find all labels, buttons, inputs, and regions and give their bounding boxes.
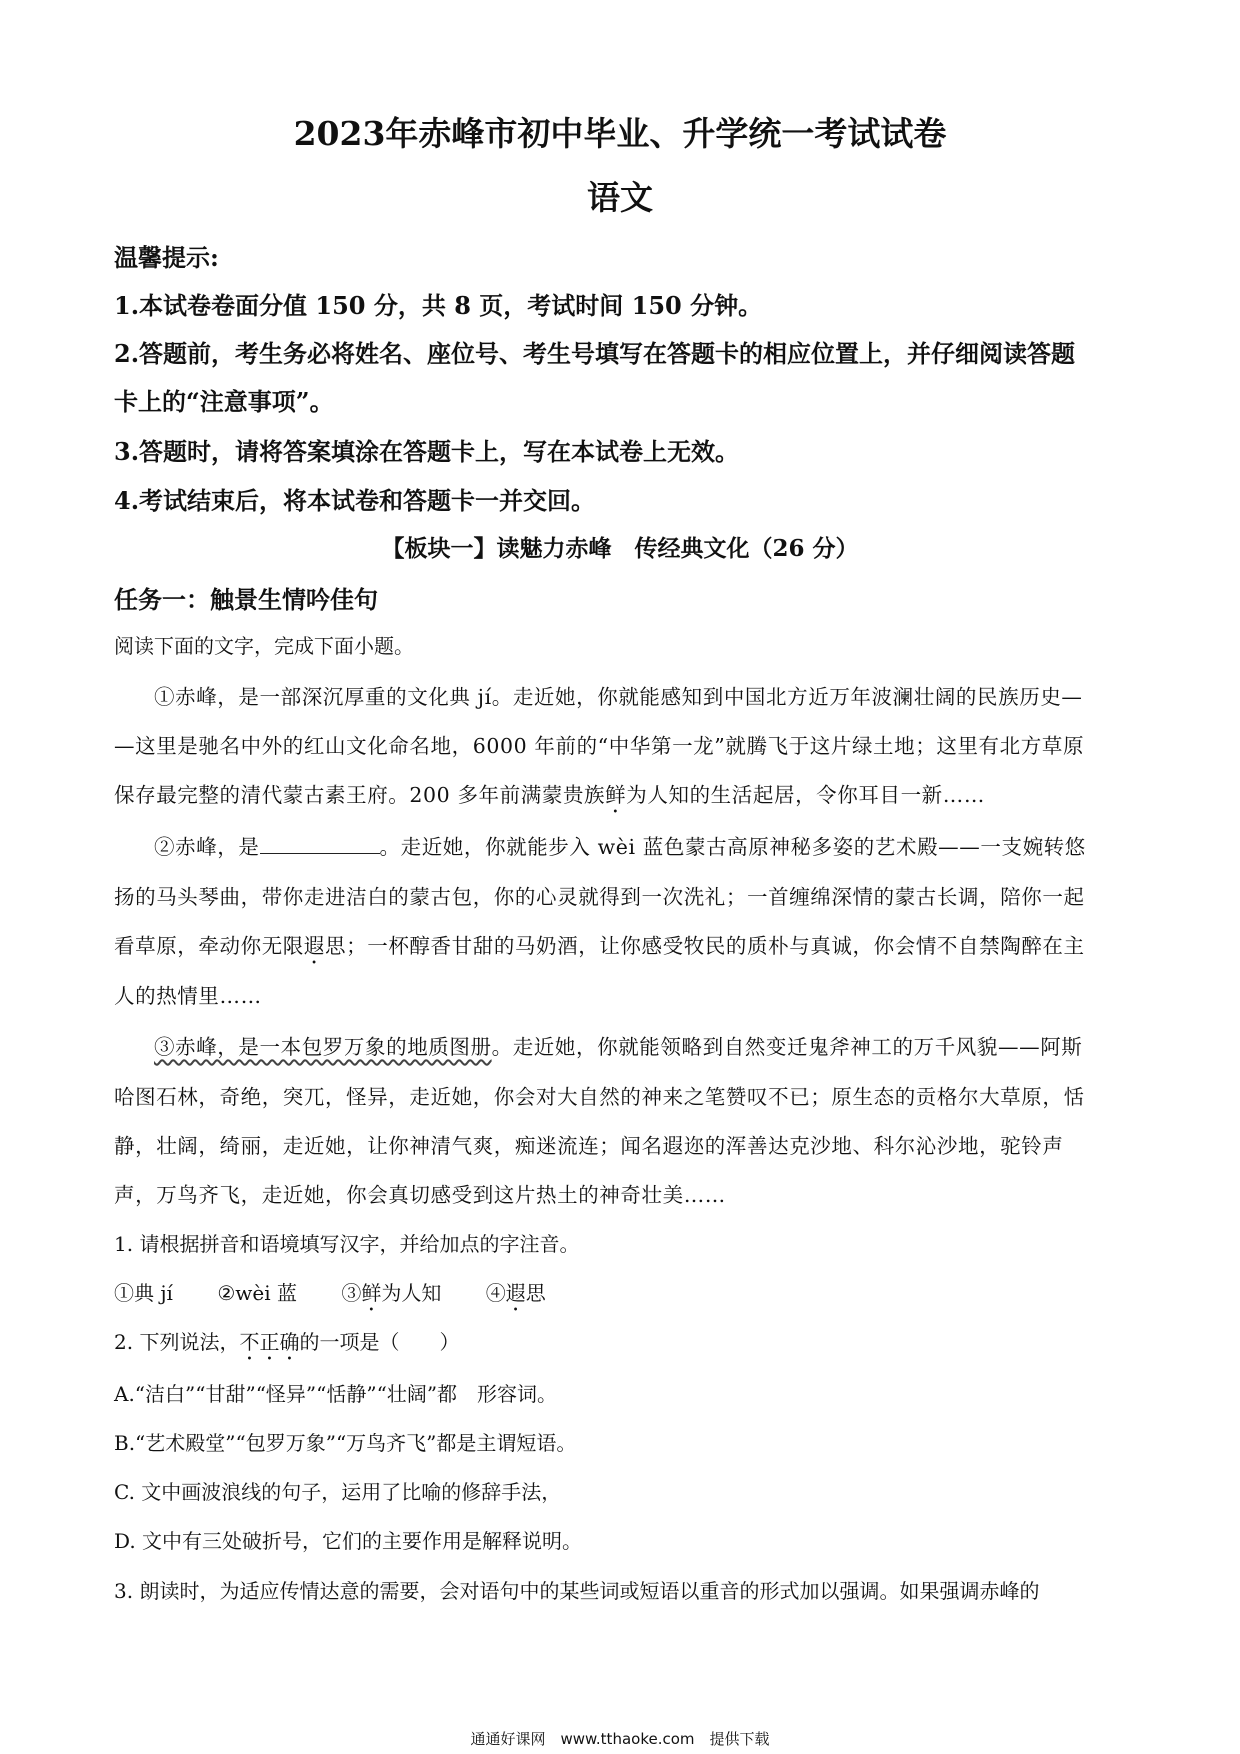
question-1-items: ①典 jí ②wèi 蓝 ③鲜为人知 ④遐思	[114, 1281, 546, 1305]
tip-2-cont: 卡上的“注意事项”。	[114, 387, 334, 416]
passage-p1-line2: —这里是驰名中外的红山文化命名地，6000 年前的“中华第一龙”就腾飞于这片绿土地；这里有北方草原	[114, 734, 1085, 758]
question-2-option-b: B.“艺术殿堂”“包罗万象”“万鸟齐飞”都是主谓短语。	[114, 1431, 577, 1455]
question-2-option-d: D. 文中有三处破折号，它们的主要作用是解释说明。	[114, 1529, 583, 1553]
tip-2: 2.答题前，考生务必将姓名、座位号、考生号填写在答题卡的相应位置上，并仔细阅读答题	[114, 339, 1076, 368]
dotted-char-xian: 鲜	[605, 783, 627, 807]
tips-heading: 温馨提示:	[114, 243, 219, 272]
subject-title: 语文	[587, 178, 653, 217]
fill-blank	[260, 835, 380, 854]
question-3-stem: 3. 朗读时，为适应传情达意的需要，会对语句中的某些词或短语以重音的形式加以强调。如果强调赤峰的	[114, 1579, 1040, 1603]
reading-instruction: 阅读下面的文字，完成下面小题。	[114, 634, 414, 658]
section-title: 【板块一】读魅力赤峰 传经典文化（26 分）	[381, 535, 859, 562]
task-title: 任务一：触景生情吟佳句	[114, 585, 378, 614]
passage-p3-line1: ③赤峰，是一本包罗万象的地质图册。走近她，你就能领略到自然变迁鬼斧神工的万千风貌——阿斯	[154, 1035, 1083, 1059]
passage-p3-line2: 哈图石林，奇绝，突兀，怪异，走近她，你会对大自然的神来之笔赞叹不已；原生态的贡格尔大草原，恬	[114, 1085, 1085, 1109]
passage-p3-line3: 静，壮阔，绮丽，走近她，让你神清气爽，痴迷流连；闻名遐迩的浑善达克沙地、科尔沁沙地，驼铃声	[114, 1134, 1064, 1158]
tip-1: 1.本试卷卷面分值 150 分，共 8 页，考试时间 150 分钟。	[114, 291, 763, 320]
passage-p3-line4: 声，万鸟齐飞，走近她，你会真切感受到这片热土的神奇壮美……	[114, 1183, 726, 1207]
passage-p2-line1: ②赤峰，是 。走近她，你就能步入 wèi 蓝色蒙古高原神秘多姿的艺术殿——一支婉转悠	[154, 835, 1086, 859]
question-2-option-c: C. 文中画波浪线的句子，运用了比喻的修辞手法，	[114, 1480, 562, 1504]
passage-p2-line3: 看草原，牵动你无限遐思；一杯醇香甘甜的马奶酒，让你感受牧民的质朴与真诚，你会情不自禁陶醉在主	[114, 934, 1085, 958]
tip-4: 4.考试结束后，将本试卷和答题卡一并交回。	[114, 486, 596, 515]
tip-3: 3.答题时，请将答案填涂在答题卡上，写在本试卷上无效。	[114, 437, 740, 466]
passage-p2-line4: 人的热情里……	[114, 984, 262, 1008]
wavy-underlined-sentence: ③赤峰，是一本包罗万象的地质图册	[154, 1035, 492, 1059]
question-2-stem: 2. 下列说法，不正确的一项是（ ）	[114, 1330, 460, 1354]
footer-watermark: 通通好课网 www.tthaoke.com 提供下载	[470, 1730, 770, 1748]
question-2-option-a: A.“洁白”“甘甜”“怪异”“恬静”“壮阔”都 形容词。	[114, 1382, 558, 1406]
dotted-char-xia: 遐	[303, 934, 326, 958]
passage-p1-line1: ①赤峰，是一部深沉厚重的文化典 jí。走近她，你就能感知到中国北方近万年波澜壮阔的民族历史—	[154, 685, 1083, 709]
exam-title: 2023年赤峰市初中毕业、升学统一考试试卷	[293, 114, 947, 153]
passage-p1-line3: 保存最完整的清代蒙古素王府。200 多年前满蒙贵族鲜为人知的生活起居，令你耳目一新……	[114, 783, 985, 807]
passage-p2-line2: 扬的马头琴曲，带你走进洁白的蒙古包，你的心灵就得到一次洗礼；一首缠绵深情的蒙古长调，陪你一起	[114, 885, 1085, 909]
question-1-stem: 1. 请根据拼音和语境填写汉字，并给加点的字注音。	[114, 1232, 580, 1256]
